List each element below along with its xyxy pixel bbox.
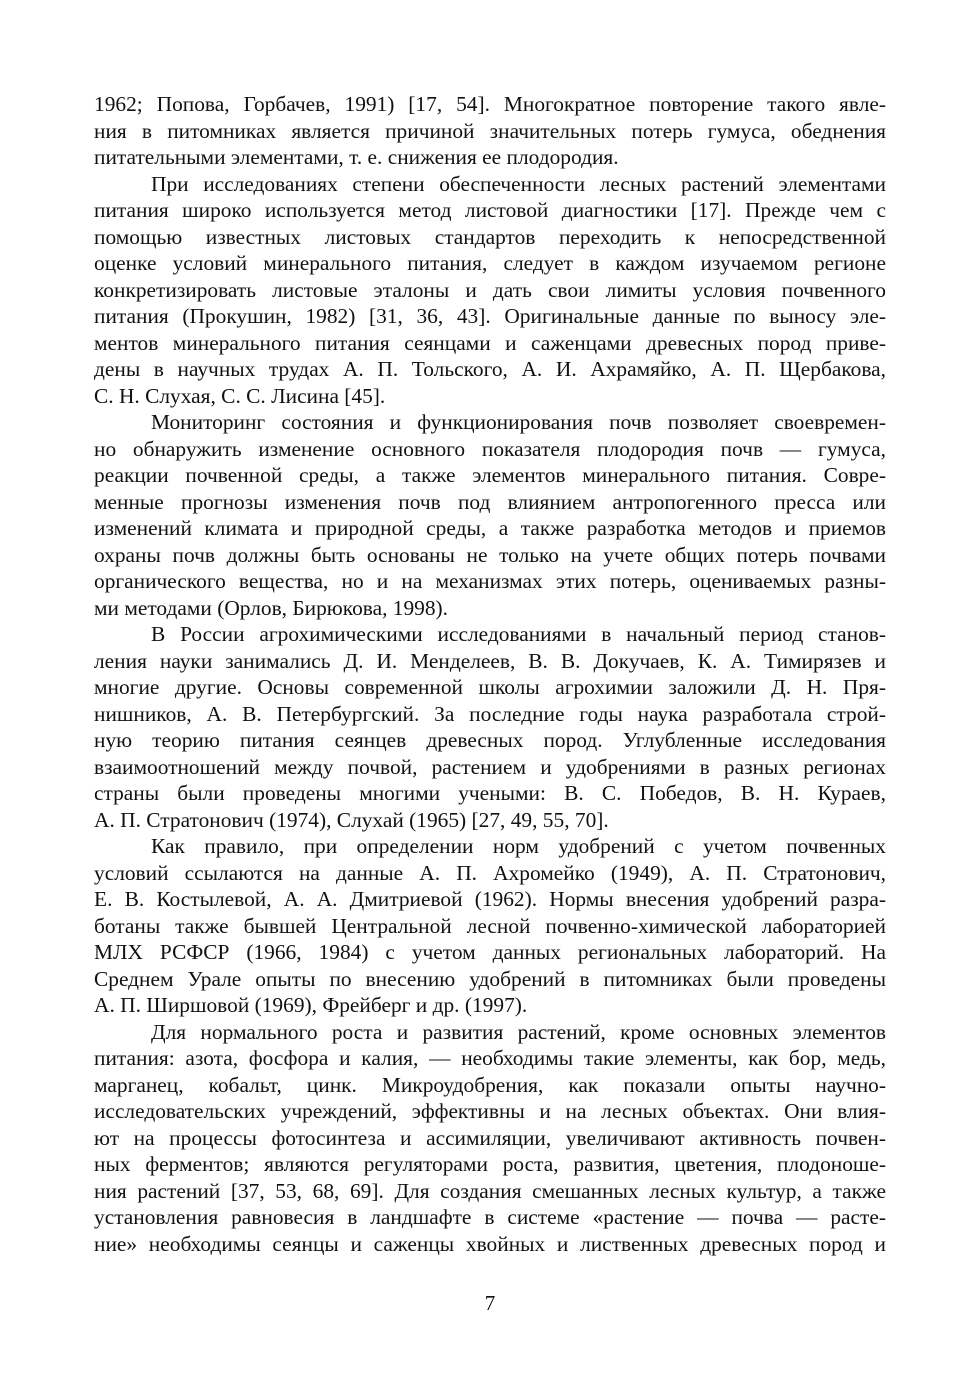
- text-line: питательными элементами, т. е. снижения ее плодородия.: [94, 145, 619, 169]
- text-line: Как правило, при определении норм удобрений с учетом почвенных: [151, 834, 886, 858]
- text-line: питания широко используется метод листовой диагностики [17]. Прежде чем с: [94, 198, 886, 222]
- text-line: нишников, А. В. Петербургский. За последние годы наука разработала строй-: [94, 701, 886, 726]
- paragraph: [94, 91, 886, 171]
- text-line: ние» необходимы сеянцы и саженцы хвойных и лиственных древесных пород и: [94, 1231, 886, 1256]
- text-line: органического вещества, но и на механизмах этих потерь, оцениваемых разны-: [94, 569, 886, 593]
- text-line: охраны почв должны быть основаны не только на учете общих потерь почвами: [94, 542, 886, 567]
- text-line: дены в научных трудах А. П. Тольского, А. И. Ахрамяйко, А. П. Щербакова,: [94, 357, 886, 381]
- text-line: питания (Прокушин, 1982) [31, 36, 43]. Оригинальные данные по выносу эле-: [94, 304, 886, 328]
- text-line: оценке условий минерального питания, следует в каждом изучаемом регионе: [94, 251, 886, 275]
- text-line: А. П. Ширшовой (1969), Фрейберг и др. (1997).: [94, 993, 528, 1017]
- text-line: ботаны также бывшей Центральной лесной почвенно-химической лабораторией: [94, 913, 886, 938]
- text-line: исследовательских учреждений, эффективны и на лесных объектах. Они влия-: [94, 1099, 886, 1123]
- text-line: 1962; Попова, Горбачев, 1991) [17, 54]. Многократное повторение такого явле-: [94, 92, 886, 116]
- document-body: [94, 91, 886, 1257]
- text-line: марганец, кобальт, цинк. Микроудобрения, как показали опыты научно-: [94, 1072, 886, 1097]
- paragraph: [94, 621, 886, 833]
- text-line: условий ссылаются на данные А. П. Ахромейко (1949), А. П. Стратонович,: [94, 860, 886, 885]
- text-line: ментов минерального питания сеянцами и саженцами древесных пород приве-: [94, 330, 886, 355]
- text-line: В России агрохимическими исследованиями в начальный период станов-: [151, 622, 886, 646]
- text-line: ную теорию питания сеянцев древесных пород. Углубленные исследования: [94, 728, 886, 752]
- text-line: Мониторинг состояния и функционирования почв позволяет своевремен-: [151, 410, 886, 434]
- text-line: помощью известных листовых стандартов переходить к непосредственной: [94, 224, 886, 249]
- text-line: многие другие. Основы современной школы агрохимии заложили Д. Н. Пря-: [94, 675, 886, 699]
- text-line: Среднем Урале опыты по внесению удобрений в питомниках были проведены: [94, 966, 886, 991]
- text-line: страны были проведены многими учеными: В. С. Победов, В. Н. Кураев,: [94, 781, 886, 805]
- text-line: но обнаружить изменение основного показателя плодородия почв — гумуса,: [94, 436, 886, 461]
- text-line: МЛХ РСФСР (1966, 1984) с учетом данных региональных лабораторий. На: [94, 940, 886, 964]
- text-line: менные прогнозы изменения почв под влиянием антропогенного пресса или: [94, 489, 886, 514]
- text-line: При исследованиях степени обеспеченности лесных растений элементами: [151, 171, 886, 196]
- text-line: реакции почвенной среды, а также элементов минерального питания. Совре-: [94, 463, 886, 487]
- text-line: С. Н. Слухая, С. С. Лисина [45].: [94, 383, 386, 408]
- text-line: ми методами (Орлов, Бирюкова, 1998).: [94, 595, 449, 620]
- paragraph: [94, 171, 886, 410]
- paragraph: [94, 1019, 886, 1258]
- text-line: конкретизировать листовые эталоны и дать свои лимиты условия почвенного: [94, 277, 886, 302]
- text-line: ных ферментов; являются регуляторами роста, развития, цветения, плодоноше-: [94, 1152, 886, 1176]
- text-line: ления науки занимались Д. И. Менделеев, В. В. Докучаев, К. А. Тимирязев и: [94, 648, 886, 673]
- paragraph: [94, 409, 886, 621]
- paragraph: [94, 833, 886, 1019]
- text-line: изменений климата и природной среды, а также разработка методов и приемов: [94, 516, 886, 540]
- text-line: питания: азота, фосфора и калия, — необходимы такие элементы, как бор, медь,: [94, 1046, 886, 1070]
- text-line: ют на процессы фотосинтеза и ассимиляции, увеличивают активность почвен-: [94, 1125, 886, 1150]
- text-line: А. П. Стратонович (1974), Слухай (1965) [27, 49, 55, 70].: [94, 807, 609, 832]
- text-line: ния растений [37, 53, 68, 69]. Для создания смешанных лесных культур, а также: [94, 1178, 886, 1203]
- text-line: Для нормального роста и развития растений, кроме основных элементов: [151, 1019, 886, 1044]
- text-line: ния в питомниках является причиной значительных потерь гумуса, обеднения: [94, 118, 886, 143]
- page-number: 7: [484, 1291, 496, 1315]
- text-line: Е. В. Костылевой, А. А. Дмитриевой (1962). Нормы внесения удобрений разра-: [94, 887, 886, 911]
- text-line: взаимоотношений между почвой, растением и удобрениями в разных регионах: [94, 754, 886, 779]
- text-line: установления равновесия в ландшафте в системе «растение — почва — расте-: [94, 1205, 886, 1229]
